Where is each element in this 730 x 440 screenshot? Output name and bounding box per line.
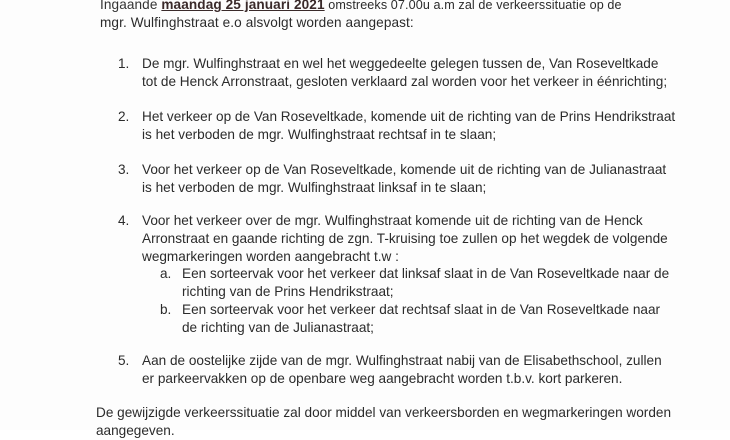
intro-prefix: Ingaande [100,0,162,12]
list-item-number: 3. [118,162,130,177]
list-item-line: Aan de oostelijke zijde van de mgr. Wulfinghstraat nabij van de Elisabethschool, zullen [142,353,662,368]
intro-suffix: omstreeks 07.00u a.m zal de verkeerssituatie op de [324,0,622,12]
list-item-body [142,108,722,144]
list-item-body [142,212,722,266]
intro-paragraph [100,0,720,32]
sub-item-line: de richting van de Julianastraat; [182,320,374,335]
intro-line-2: mgr. Wulfinghstraat e.o alsvolgt worden aangepast: [100,15,414,30]
list-item-line: Het verkeer op de Van Roseveltkade, komende uit de richting van de Prins Hendrikstraat [142,109,676,124]
list-item-number: 2. [118,109,130,124]
list-item-body [142,352,722,388]
list-item-number: 4. [118,213,130,228]
sub-item-line: Een sorteervak voor het verkeer dat rechtsaf slaat in de Van Roseveltkade naar [182,302,661,317]
sub-item-line: Een sorteervak voor het verkeer dat linksaf slaat in de Van Roseveltkade naar de [182,266,670,281]
list-item-line: wegmarkeringen worden aangebracht t.w : [142,249,399,264]
list-item-line: Arronstraat en gaande richting de zgn. T-kruising toe zullen op het wegdek de volgende [142,231,668,246]
sub-item-body [182,301,722,337]
sub-item-line: richting van de Prins Hendrikstraat; [182,284,394,299]
sub-item-letter: a. [160,266,172,281]
list-item-line: tot de Henck Arronstraat, gesloten verklaard zal worden voor het verkeer in éénrichting; [142,74,668,89]
sub-item-letter: b. [160,302,172,317]
list-item-body [142,55,722,91]
intro-line-1 [100,0,720,14]
list-item-number: 5. [118,353,130,368]
list-item-line: De mgr. Wulfinghstraat en wel het weggedeelte gelegen tussen de, Van Roseveltkade [142,56,659,71]
closing-line: De gewijzigde verkeerssituatie zal door middel van verkeersborden en wegmarkeringen worden [96,405,672,420]
list-item-line: Voor het verkeer over de mgr. Wulfinghstraat komende uit de richting van de Henck [142,213,643,228]
list-item-line: er parkeervakken op de openbare weg aangebracht worden t.b.v. kort parkeren. [142,371,623,386]
closing-paragraph [96,404,720,440]
list-item-number: 1. [118,56,130,71]
list-item-body [142,161,722,197]
list-item-line: is het verboden de mgr. Wulfinghstraat linksaf in te slaan; [142,180,487,195]
intro-date: maandag 25 januari 2021 [161,0,325,12]
list-item-line: Voor het verkeer op de Van Roseveltkade, komende uit de richting van de Julianastraat [142,162,667,177]
closing-line: aangegeven. [96,423,175,438]
sub-item-body [182,265,722,301]
list-item-line: is het verboden de mgr. Wulfinghstraat rechtsaf in te slaan; [142,127,497,142]
